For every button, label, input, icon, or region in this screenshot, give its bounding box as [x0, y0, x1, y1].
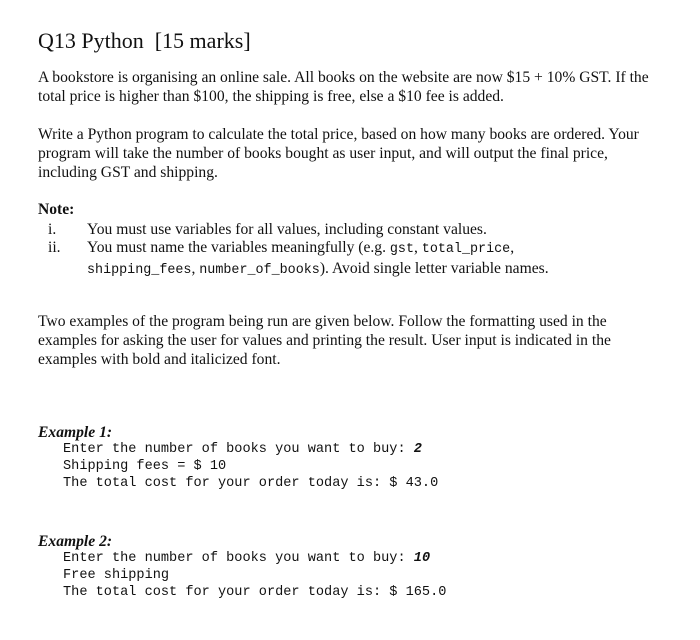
example-1-label: Example 1: [38, 424, 113, 441]
question-title: Q13 Python [15 marks] [38, 28, 251, 53]
note-item-number: i. [48, 221, 57, 238]
code-shipping-fees: shipping_fees [87, 263, 192, 278]
prompt-text: Enter the number of books you want to buy: [63, 551, 414, 566]
example-2-prompt-line [63, 550, 430, 567]
example-1-prompt-line [63, 441, 422, 458]
user-input-value: 2 [413, 442, 422, 457]
intro-paragraph: A bookstore is organising an online sale. All books on the website are now $15 + 10% GST. If the total price is higher than $100, the shipping is free, else a $10 fee is added. [38, 69, 649, 105]
task-paragraph: Write a Python program to calculate the total price, based on how many books are ordered. Your program will take the number of books bought as user input, and will output the final price, including GST and shipping. [38, 126, 639, 181]
note-text-segment: ). Avoid single letter variable names. [319, 260, 549, 277]
code-number-of-books: number_of_books [199, 263, 320, 278]
note-label: Note: [38, 201, 75, 218]
note-text-segment: You must name the variables meaningfully (e.g. [87, 239, 390, 256]
example-1-shipping-line: Shipping fees = $ 10 [63, 459, 227, 474]
note-item-text: You must use variables for all values, including constant values. [87, 221, 487, 238]
example-1-total-line: The total cost for your order today is: $ 43.0 [63, 476, 439, 491]
code-gst: gst [389, 242, 414, 257]
example-2-total-line: The total cost for your order today is: $ 165.0 [63, 585, 447, 600]
note-text-segment: , [191, 260, 200, 277]
user-input-value: 10 [413, 551, 431, 566]
example-2-label: Example 2: [38, 533, 113, 550]
note-item-number: ii. [48, 239, 61, 256]
note-text-segment: , [413, 239, 422, 256]
examples-intro-paragraph: Two examples of the program being run are given below. Follow the formatting used in the examples for asking the user for values and printing the result. User input is indicated in the examples with bold and italicized font. [38, 313, 611, 368]
note-text-segment: , [510, 239, 515, 256]
note-item-text [87, 238, 667, 280]
prompt-text: Enter the number of books you want to buy: [63, 442, 414, 457]
code-total-price: total_price [421, 242, 511, 257]
example-2-shipping-line: Free shipping [63, 568, 170, 583]
